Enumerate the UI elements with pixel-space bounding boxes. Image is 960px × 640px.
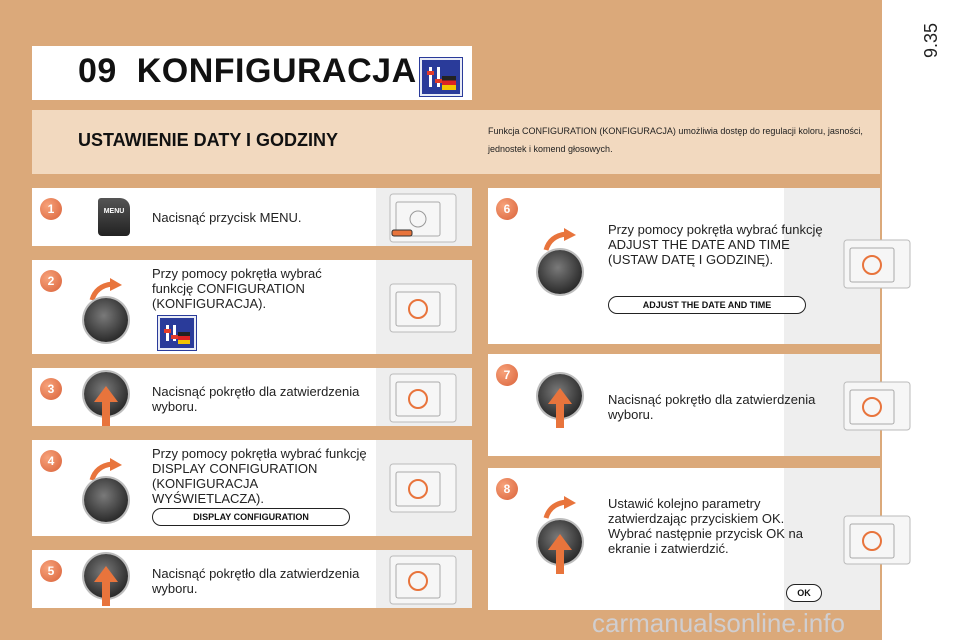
rotary-knob-icon (84, 298, 128, 342)
press-arrow-icon (94, 566, 118, 606)
section-title: USTAWIENIE DATY I GODZINY (78, 130, 339, 150)
step-text: Przy pomocy pokrętła wybrać funkcję ADJUST THE DATE AND TIME (USTAW DATĘ I GODZINĘ). (608, 222, 823, 267)
watermark: carmanualsonline.info (592, 608, 845, 638)
step-badge: 6 (496, 198, 518, 220)
radio-unit-icon (842, 378, 912, 434)
screen-label-ok: OK (786, 584, 822, 602)
step-badge: 4 (40, 450, 62, 472)
step-text: Nacisnąć pokrętło dla zatwierdzenia wyboru. (152, 566, 360, 596)
press-arrow-icon (548, 534, 572, 574)
radio-unit-icon (842, 236, 912, 292)
press-arrow-icon (548, 388, 572, 428)
rotate-arrow-icon (542, 496, 576, 520)
radio-unit-icon (388, 370, 458, 426)
step-text: Nacisnąć przycisk MENU. (152, 210, 302, 225)
step-badge: 5 (40, 560, 62, 582)
step-text: Nacisnąć pokrętło dla zatwierdzenia wyboru. (608, 392, 816, 422)
radio-unit-icon (388, 190, 458, 246)
chapter-title: 09 KONFIGURACJA (78, 52, 417, 90)
configuration-icon (158, 316, 196, 350)
rotary-knob-icon (84, 478, 128, 522)
step-text: Ustawić kolejno parametry zatwierdzając przyciskiem OK. Wybrać następnie przycisk OK na ekranie i zatwierdzić. (608, 496, 803, 556)
step-badge: 1 (40, 198, 62, 220)
radio-unit-icon (388, 460, 458, 516)
step-text: Przy pomocy pokrętła wybrać funkcję CONFIGURATION (KONFIGURACJA). (152, 266, 322, 311)
step-badge: 7 (496, 364, 518, 386)
radio-unit-icon (388, 280, 458, 336)
page-number: 9.35 (921, 22, 942, 59)
configuration-icon (420, 58, 462, 96)
screen-label-display-configuration: DISPLAY CONFIGURATION (152, 508, 350, 526)
rotate-arrow-icon (542, 228, 576, 252)
step-text: Przy pomocy pokrętła wybrać funkcję DISPLAY CONFIGURATION (KONFIGURACJA WYŚWIETLACZA). (152, 446, 367, 506)
step-badge: 3 (40, 378, 62, 400)
step-text: Nacisnąć pokrętło dla zatwierdzenia wyboru. (152, 384, 360, 414)
screen-label-adjust-date-time: ADJUST THE DATE AND TIME (608, 296, 806, 314)
radio-unit-icon (388, 552, 458, 608)
radio-unit-icon (842, 512, 912, 568)
step-badge: 8 (496, 478, 518, 500)
step-badge: 2 (40, 270, 62, 292)
press-arrow-icon (94, 386, 118, 426)
intro-text: Funkcja CONFIGURATION (KONFIGURACJA) umożliwia dostęp do regulacji koloru, jasności, jednostek i komend głosowych. (488, 126, 863, 154)
menu-button-icon: MENU (98, 198, 130, 236)
rotary-knob-icon (538, 250, 582, 294)
